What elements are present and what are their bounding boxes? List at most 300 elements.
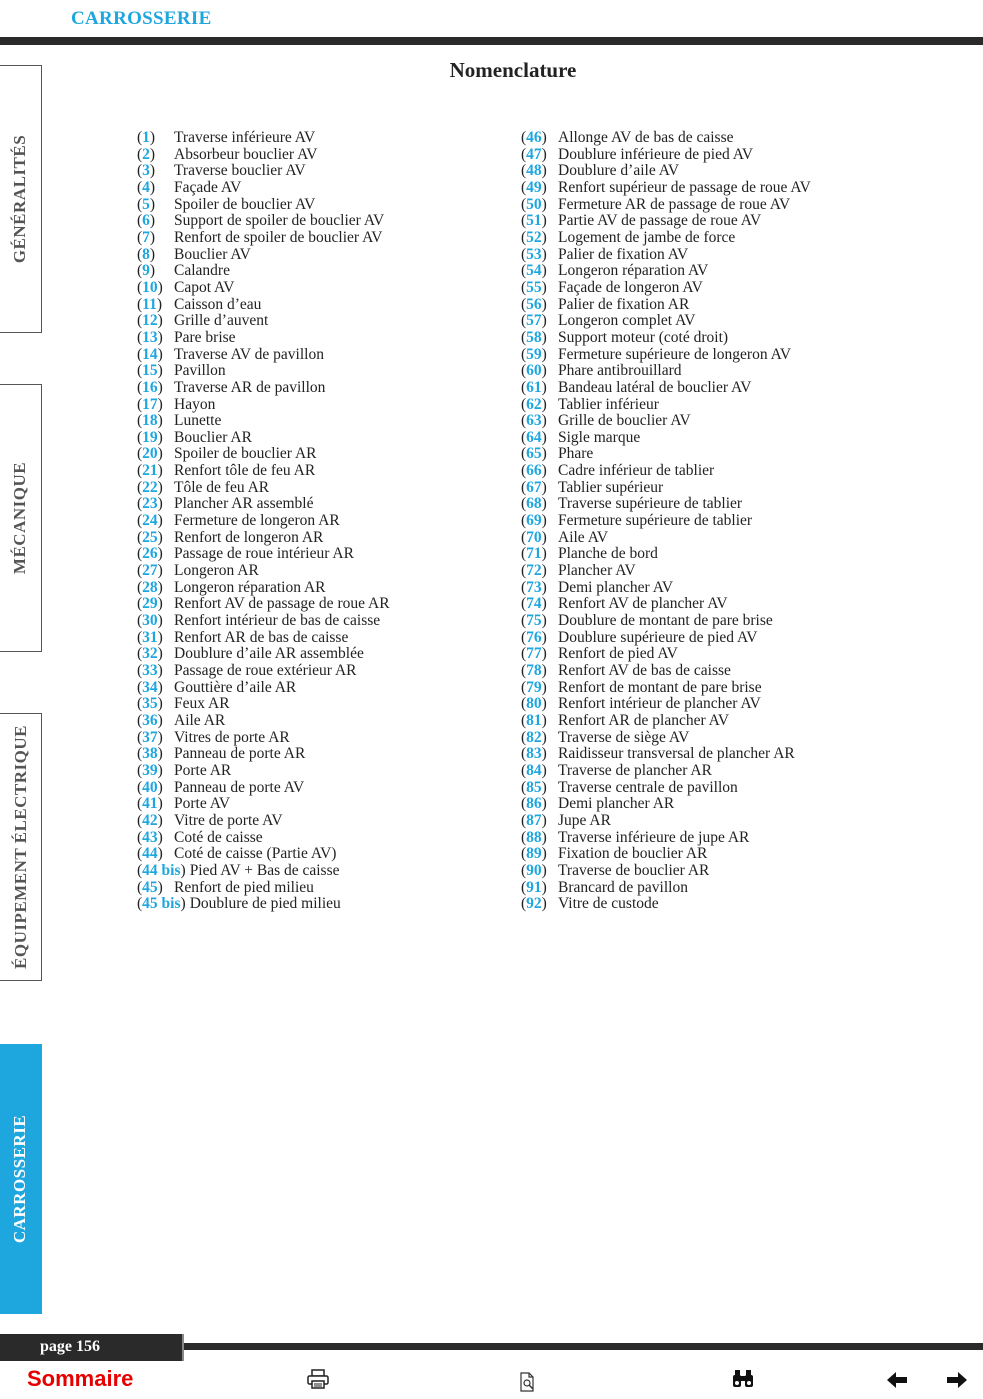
item-reference: (19) xyxy=(137,428,163,446)
item-label: Doublure supérieure de pied AV xyxy=(558,628,758,646)
list-item xyxy=(137,863,390,880)
item-label: Longeron réparation AR xyxy=(174,578,326,596)
item-label: Panneau de porte AR xyxy=(174,745,306,763)
item-label: Renfort de spoiler de bouclier AV xyxy=(174,228,383,246)
item-label: Renfort AV de passage de roue AR xyxy=(174,595,390,613)
item-label: Phare xyxy=(558,445,594,463)
item-reference: (44) xyxy=(137,845,163,863)
item-reference: (86) xyxy=(521,795,547,813)
item-number: 65 xyxy=(526,445,542,463)
item-label: Aile AV xyxy=(558,528,609,546)
item-reference: (2) xyxy=(137,145,156,163)
item-number: 84 xyxy=(526,761,542,779)
list-item xyxy=(521,580,811,597)
item-number: 69 xyxy=(526,512,542,530)
tab-label: MÉCANIQUE xyxy=(10,461,30,575)
item-reference: (33) xyxy=(137,662,163,679)
item-reference: (63) xyxy=(521,412,547,430)
item-reference: (50) xyxy=(521,195,547,213)
item-number: 63 xyxy=(526,412,542,430)
item-reference: (81) xyxy=(521,711,547,729)
item-number: 83 xyxy=(526,745,542,763)
item-number: 9 xyxy=(142,262,150,280)
list-item xyxy=(521,180,811,197)
item-label: Renfort supérieur de passage de roue AV xyxy=(558,178,811,196)
item-label: Grille de bouclier AV xyxy=(558,412,691,430)
item-reference: (34) xyxy=(137,678,163,696)
item-number: 72 xyxy=(526,562,542,580)
item-label: Plancher AV xyxy=(558,562,636,580)
item-label: Feux AR xyxy=(174,695,230,713)
item-reference: (46) xyxy=(521,129,547,146)
item-label: Passage de roue extérieur AR xyxy=(174,662,357,679)
item-number: 75 xyxy=(526,612,542,630)
item-reference: (36) xyxy=(137,711,163,729)
item-number: 17 xyxy=(142,395,158,413)
item-number: 23 xyxy=(142,495,158,513)
list-item xyxy=(137,363,390,380)
item-label: Doublure d’aile AV xyxy=(558,162,680,180)
list-item xyxy=(521,430,811,447)
list-item xyxy=(521,330,811,347)
list-item xyxy=(521,513,811,530)
list-item xyxy=(521,813,811,830)
item-number: 57 xyxy=(526,312,542,330)
item-number: 31 xyxy=(142,628,158,646)
item-reference: (70) xyxy=(521,528,547,546)
item-label: Longeron réparation AV xyxy=(558,262,709,280)
list-item xyxy=(137,413,390,430)
item-label: Renfort AR de plancher AV xyxy=(558,711,730,729)
item-label: Fermeture de longeron AR xyxy=(174,512,340,530)
item-label: Longeron complet AV xyxy=(558,312,696,330)
item-label: Traverse centrale de pavillon xyxy=(558,778,738,796)
item-reference: (55) xyxy=(521,278,547,296)
item-label: Support de spoiler de bouclier AV xyxy=(174,212,385,230)
item-label: Porte AV xyxy=(174,795,231,813)
item-label: Bandeau latéral de bouclier AV xyxy=(558,378,752,396)
item-reference: (49) xyxy=(521,178,547,196)
list-item xyxy=(137,263,390,280)
list-item xyxy=(137,813,390,830)
list-item xyxy=(521,596,811,613)
item-reference: (30) xyxy=(137,612,163,630)
list-item xyxy=(137,663,390,680)
item-number: 55 xyxy=(526,278,542,296)
item-reference: (61) xyxy=(521,378,547,396)
item-reference: (54) xyxy=(521,262,547,280)
item-label: Doublure de montant de pare brise xyxy=(558,612,773,630)
arrow-right-icon[interactable] xyxy=(946,1371,968,1389)
list-item xyxy=(137,846,390,863)
item-number: 40 xyxy=(142,778,158,796)
item-label: Raidisseur transversal de plancher AR xyxy=(558,745,795,763)
item-label: Traverse supérieure de tablier xyxy=(558,495,743,513)
item-reference: (68) xyxy=(521,495,547,513)
item-reference: (73) xyxy=(521,578,547,596)
list-item xyxy=(137,313,390,330)
item-number: 66 xyxy=(526,462,542,480)
item-label: Plancher AR assemblé xyxy=(174,495,314,513)
item-label: Grille d’auvent xyxy=(174,312,269,330)
list-item xyxy=(521,796,811,813)
list-item xyxy=(521,297,811,314)
item-number: 51 xyxy=(526,212,542,230)
item-label: Façade AV xyxy=(174,178,242,196)
item-label: Jupe AR xyxy=(558,811,611,829)
list-item xyxy=(521,230,811,247)
binoculars-icon[interactable] xyxy=(731,1369,755,1389)
item-number: 29 xyxy=(142,595,158,613)
item-label: Spoiler de bouclier AR xyxy=(174,445,317,463)
item-number: 7 xyxy=(142,228,150,246)
item-label: Support moteur (coté droit) xyxy=(558,328,729,346)
item-label: Traverse inférieure AV xyxy=(174,129,316,146)
nomenclature-list-right xyxy=(521,130,811,913)
item-label: Renfort de pied AV xyxy=(558,645,678,663)
item-number: 8 xyxy=(142,245,150,263)
item-number: 41 xyxy=(142,795,158,813)
item-label: Palier de fixation AR xyxy=(558,295,690,313)
item-reference: (17) xyxy=(137,395,163,413)
list-item xyxy=(137,746,390,763)
item-label: Fermeture supérieure de tablier xyxy=(558,512,753,530)
item-label: Vitre de custode xyxy=(558,895,659,913)
item-number: 53 xyxy=(526,245,542,263)
item-number: 10 xyxy=(142,278,158,296)
item-reference: (91) xyxy=(521,878,547,896)
item-label: Logement de jambe de force xyxy=(558,228,736,246)
list-item xyxy=(521,613,811,630)
item-label: Pare brise xyxy=(174,328,236,346)
item-reference: (89) xyxy=(521,845,547,863)
item-number: 91 xyxy=(526,878,542,896)
item-label: Renfort de longeron AR xyxy=(174,528,324,546)
item-reference: (22) xyxy=(137,478,163,496)
item-number: 88 xyxy=(526,828,542,846)
item-reference: (20) xyxy=(137,445,163,463)
list-item xyxy=(521,480,811,497)
list-item xyxy=(137,496,390,513)
item-reference: (42) xyxy=(137,811,163,829)
item-reference: (6) xyxy=(137,212,156,230)
item-number: 6 xyxy=(142,212,150,230)
list-item xyxy=(137,596,390,613)
item-label: Lunette xyxy=(174,412,222,430)
item-reference: (58) xyxy=(521,328,547,346)
list-item xyxy=(521,563,811,580)
item-number: 39 xyxy=(142,761,158,779)
item-number: 45 xyxy=(142,878,158,896)
item-reference: (39) xyxy=(137,761,163,779)
list-item xyxy=(521,263,811,280)
item-number: 37 xyxy=(142,728,158,746)
item-number: 81 xyxy=(526,711,542,729)
item-label: Phare antibrouillard xyxy=(558,362,682,380)
list-item xyxy=(137,463,390,480)
list-item xyxy=(521,147,811,164)
item-number: 26 xyxy=(142,545,158,563)
item-label: Traverse inférieure de jupe AR xyxy=(558,828,750,846)
item-label: Renfort intérieur de plancher AV xyxy=(558,695,761,713)
item-reference: (47) xyxy=(521,145,547,163)
list-item xyxy=(521,630,811,647)
item-label: Capot AV xyxy=(174,278,235,296)
list-item xyxy=(521,197,811,214)
item-label: Traverse AV de pavillon xyxy=(174,345,324,363)
list-item xyxy=(521,280,811,297)
item-number: 64 xyxy=(526,428,542,446)
item-number: 36 xyxy=(142,711,158,729)
list-item xyxy=(137,680,390,697)
item-label: Partie AV de passage de roue AV xyxy=(558,212,762,230)
item-number: 45 bis xyxy=(142,895,181,913)
list-item xyxy=(521,397,811,414)
item-number: 61 xyxy=(526,378,542,396)
item-label: Traverse de plancher AR xyxy=(558,761,712,779)
item-number: 78 xyxy=(526,662,542,679)
item-label: Porte AR xyxy=(174,761,232,779)
item-number: 47 xyxy=(526,145,542,163)
item-label: Renfort tôle de feu AR xyxy=(174,462,316,480)
item-reference: (32) xyxy=(137,645,163,663)
item-reference: (85) xyxy=(521,778,547,796)
list-item xyxy=(521,696,811,713)
item-number: 62 xyxy=(526,395,542,413)
item-reference: (52) xyxy=(521,228,547,246)
list-item xyxy=(137,147,390,164)
tab-mecanique[interactable] xyxy=(0,384,42,652)
item-reference: (31) xyxy=(137,628,163,646)
item-label: Palier de fixation AV xyxy=(558,245,689,263)
sommaire-link[interactable]: Sommaire xyxy=(27,1366,134,1391)
item-reference: (90) xyxy=(521,861,547,879)
arrow-left-icon[interactable] xyxy=(886,1371,908,1389)
item-label: Coté de caisse (Partie AV) xyxy=(174,845,337,863)
item-reference: (66) xyxy=(521,462,547,480)
document-icon[interactable] xyxy=(519,1372,537,1392)
list-item xyxy=(521,380,811,397)
item-number: 33 xyxy=(142,662,158,679)
list-item xyxy=(521,496,811,513)
item-reference: (24) xyxy=(137,512,163,530)
list-item xyxy=(137,297,390,314)
item-reference: (29) xyxy=(137,595,163,613)
item-number: 89 xyxy=(526,845,542,863)
item-label: Vitre de porte AV xyxy=(174,811,283,829)
item-reference: (15) xyxy=(137,362,163,380)
item-reference: (13) xyxy=(137,328,163,346)
item-reference: (74) xyxy=(521,595,547,613)
list-item xyxy=(137,380,390,397)
item-number: 42 xyxy=(142,811,158,829)
top-rule xyxy=(0,37,983,45)
list-item xyxy=(137,780,390,797)
tab-generalites[interactable] xyxy=(0,65,42,333)
item-reference: (57) xyxy=(521,312,547,330)
list-item xyxy=(521,413,811,430)
item-number: 59 xyxy=(526,345,542,363)
item-label: Renfort AV de bas de caisse xyxy=(558,662,731,679)
item-reference: (28) xyxy=(137,578,163,596)
item-label: Pied AV + Bas de caisse xyxy=(189,861,340,879)
item-reference: (44 bis) xyxy=(137,861,186,879)
item-reference: (78) xyxy=(521,662,547,679)
item-number: 28 xyxy=(142,578,158,596)
item-label: Demi plancher AR xyxy=(558,795,675,813)
item-reference: (84) xyxy=(521,761,547,779)
item-label: Renfort de montant de pare brise xyxy=(558,678,762,696)
item-number: 20 xyxy=(142,445,158,463)
item-reference: (72) xyxy=(521,562,547,580)
item-label: Traverse bouclier AV xyxy=(174,162,306,180)
item-number: 87 xyxy=(526,811,542,829)
item-number: 82 xyxy=(526,728,542,746)
item-reference: (79) xyxy=(521,678,547,696)
list-item xyxy=(137,446,390,463)
item-reference: (27) xyxy=(137,562,163,580)
list-item xyxy=(521,730,811,747)
list-item xyxy=(521,663,811,680)
list-item xyxy=(137,430,390,447)
list-item xyxy=(137,513,390,530)
item-reference: (71) xyxy=(521,545,547,563)
item-reference: (16) xyxy=(137,378,163,396)
item-reference: (26) xyxy=(137,545,163,563)
item-label: Brancard de pavillon xyxy=(558,878,688,896)
item-number: 50 xyxy=(526,195,542,213)
list-item xyxy=(137,646,390,663)
item-label: Façade de longeron AV xyxy=(558,278,703,296)
item-reference: (10) xyxy=(137,278,163,296)
list-item xyxy=(521,780,811,797)
item-number: 67 xyxy=(526,478,542,496)
print-icon[interactable] xyxy=(307,1369,329,1389)
item-number: 80 xyxy=(526,695,542,713)
item-number: 71 xyxy=(526,545,542,563)
list-item xyxy=(521,163,811,180)
item-reference: (3) xyxy=(137,162,156,180)
nomenclature-list-left xyxy=(137,130,390,913)
item-label: Bouclier AR xyxy=(174,428,252,446)
list-item xyxy=(137,630,390,647)
item-label: Renfort AR de bas de caisse xyxy=(174,628,349,646)
tab-equipement-electrique[interactable] xyxy=(0,713,42,981)
list-item xyxy=(521,130,811,147)
item-label: Bouclier AV xyxy=(174,245,251,263)
item-number: 24 xyxy=(142,512,158,530)
item-reference: (53) xyxy=(521,245,547,263)
item-number: 74 xyxy=(526,595,542,613)
list-item xyxy=(137,480,390,497)
item-number: 44 xyxy=(142,845,158,863)
list-item xyxy=(521,863,811,880)
item-number: 68 xyxy=(526,495,542,513)
list-item xyxy=(521,463,811,480)
item-number: 14 xyxy=(142,345,158,363)
item-number: 22 xyxy=(142,478,158,496)
list-item xyxy=(137,213,390,230)
list-item xyxy=(137,880,390,897)
tab-carrosserie[interactable] xyxy=(0,1044,42,1314)
item-label: Allonge AV de bas de caisse xyxy=(558,129,734,146)
item-reference: (37) xyxy=(137,728,163,746)
item-number: 44 bis xyxy=(142,861,181,879)
item-number: 32 xyxy=(142,645,158,663)
item-reference: (60) xyxy=(521,362,547,380)
list-item xyxy=(521,846,811,863)
list-item xyxy=(137,763,390,780)
item-label: Caisson d’eau xyxy=(174,295,262,313)
item-number: 49 xyxy=(526,178,542,196)
item-label: Vitres de porte AR xyxy=(174,728,290,746)
item-reference: (76) xyxy=(521,628,547,646)
list-item xyxy=(521,213,811,230)
list-item xyxy=(521,313,811,330)
item-number: 35 xyxy=(142,695,158,713)
item-label: Sigle marque xyxy=(558,428,641,446)
item-reference: (7) xyxy=(137,228,156,246)
list-item xyxy=(137,180,390,197)
item-reference: (5) xyxy=(137,195,156,213)
list-item xyxy=(137,796,390,813)
list-item xyxy=(137,530,390,547)
item-label: Demi plancher AV xyxy=(558,578,674,596)
item-number: 4 xyxy=(142,178,150,196)
item-number: 21 xyxy=(142,462,158,480)
item-reference: (62) xyxy=(521,395,547,413)
item-reference: (8) xyxy=(137,245,156,263)
item-number: 48 xyxy=(526,162,542,180)
item-label: Fermeture supérieure de longeron AV xyxy=(558,345,792,363)
list-item xyxy=(137,130,390,147)
item-number: 12 xyxy=(142,312,158,330)
list-item xyxy=(137,730,390,747)
item-number: 70 xyxy=(526,528,542,546)
list-item xyxy=(137,197,390,214)
item-reference: (11) xyxy=(137,295,162,313)
item-label: Panneau de porte AV xyxy=(174,778,305,796)
item-reference: (83) xyxy=(521,745,547,763)
item-reference: (82) xyxy=(521,728,547,746)
item-reference: (87) xyxy=(521,811,547,829)
item-number: 25 xyxy=(142,528,158,546)
page-title: Nomenclature xyxy=(449,58,577,82)
item-label: Renfort intérieur de bas de caisse xyxy=(174,612,381,630)
item-number: 56 xyxy=(526,295,542,313)
item-reference: (35) xyxy=(137,695,163,713)
item-label: Planche de bord xyxy=(558,545,658,563)
list-item xyxy=(521,347,811,364)
list-item xyxy=(137,163,390,180)
list-item xyxy=(521,830,811,847)
item-number: 13 xyxy=(142,328,158,346)
list-item xyxy=(521,446,811,463)
item-reference: (69) xyxy=(521,512,547,530)
item-label: Hayon xyxy=(174,395,216,413)
item-reference: (75) xyxy=(521,612,547,630)
item-label: Tôle de feu AR xyxy=(174,478,270,496)
item-label: Coté de caisse xyxy=(174,828,263,846)
list-item xyxy=(521,546,811,563)
item-label: Fixation de bouclier AR xyxy=(558,845,708,863)
item-reference: (14) xyxy=(137,345,163,363)
item-reference: (23) xyxy=(137,495,163,513)
item-reference: (65) xyxy=(521,445,547,463)
item-number: 30 xyxy=(142,612,158,630)
list-item xyxy=(137,613,390,630)
item-number: 16 xyxy=(142,378,158,396)
